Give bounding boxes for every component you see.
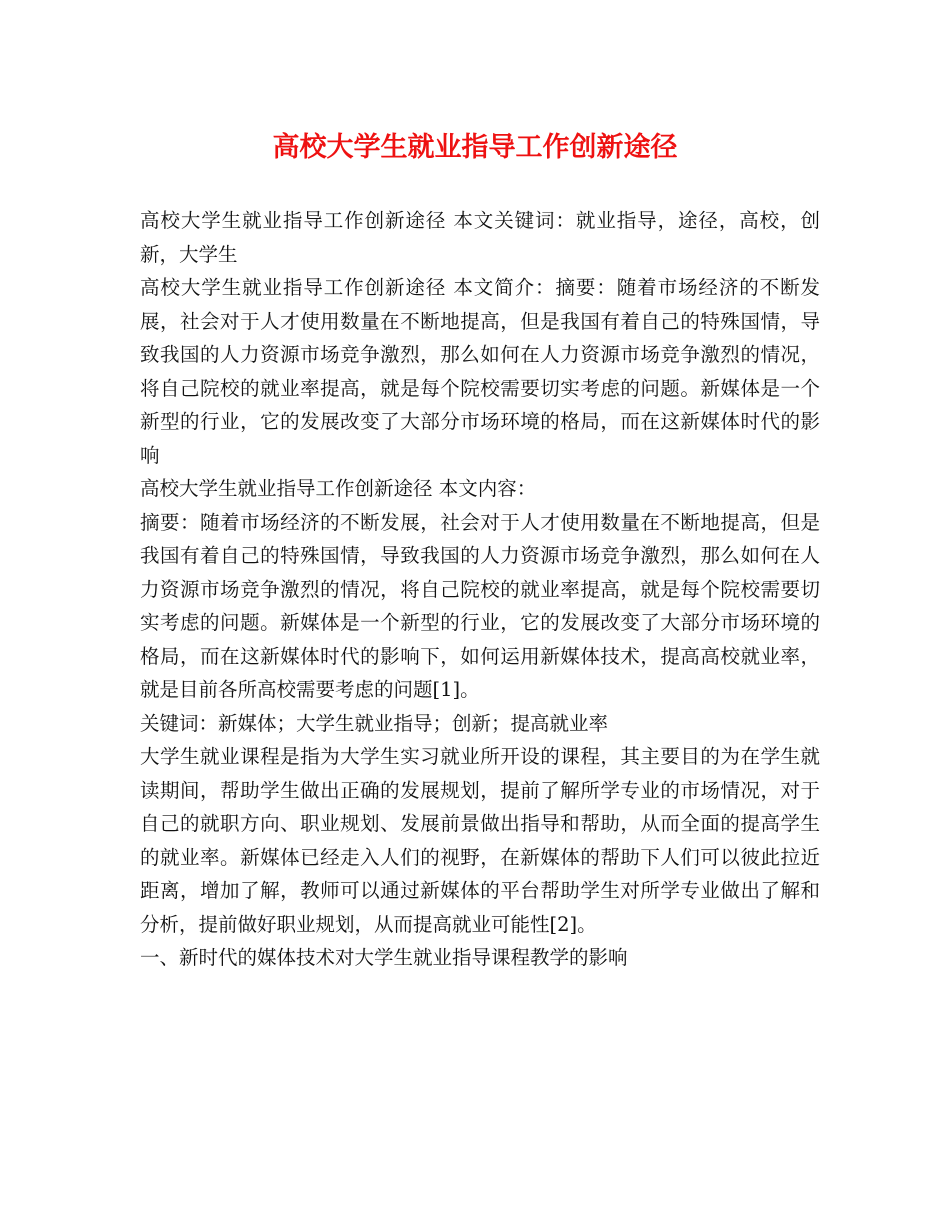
keywords-intro-paragraph: 高校大学生就业指导工作创新途径 本文关键词：就业指导，途径，高校，创新，大学生 xyxy=(140,209,820,266)
content-intro-paragraph: 高校大学生就业指导工作创新途径 本文内容： xyxy=(140,477,537,500)
document-body xyxy=(140,204,820,975)
keywords-paragraph: 关键词：新媒体；大学生就业指导；创新；提高就业率 xyxy=(140,711,609,735)
abstract-paragraph: 摘要：随着市场经济的不断发展，社会对于人才使用数量在不断地提高，但是我国有着自己的特殊国情，导致我国的人力资源市场竞争激烈，那么如何在人力资源市场竞争激烈的情况，将自己院校的就业率提高，就是每个院校需要切实考虑的问题。新媒体是一个新型的行业，它的发展改变了大部分市场环境的格局，而在这新媒体时代的影响下，如何运用新媒体技术，提高高校就业率，就是目前各所高校需要考虑的问题[1]。 xyxy=(140,510,820,701)
summary-intro-paragraph: 高校大学生就业指导工作创新途径 本文简介：摘要：随着市场经济的不断发展，社会对于人才使用数量在不断地提高，但是我国有着自己的特殊国情，导致我国的人力资源市场竞争激烈，那么如何在人力资源市场竞争激烈的情况，将自己院校的就业率提高，就是每个院校需要切实考虑的问题。新媒体是一个新型的行业，它的发展改变了大部分市场环境的格局，而在这新媒体时代的影响 xyxy=(140,276,820,467)
section-heading: 一、新时代的媒体技术对大学生就业指导课程教学的影响 xyxy=(140,946,628,969)
document-title: 高校大学生就业指导工作创新途径 xyxy=(272,132,678,163)
body-paragraph: 大学生就业课程是指为大学生实习就业所开设的课程，其主要目的为在学生就读期间，帮助学生做出正确的发展规划，提前了解所学专业的市场情况，对于自己的就职方向、职业规划、发展前景做出指导和帮助，从而全面的提高学生的就业率。新媒体已经走入人们的视野，在新媒体的帮助下人们可以彼此拉近距离，增加了解，教师可以通过新媒体的平台帮助学生对所学专业做出了解和分析，提前做好职业规划，从而提高就业可能性[2]。 xyxy=(140,745,820,936)
